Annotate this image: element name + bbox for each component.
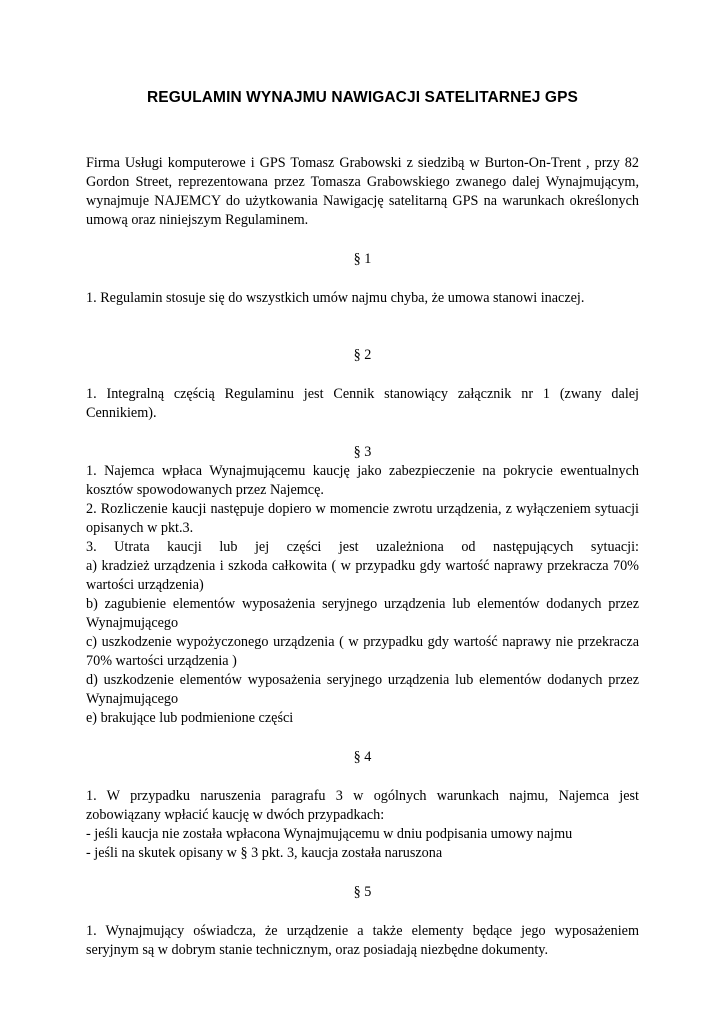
section-3-point-2: 2. Rozliczenie kaucji następuje dopiero w momencie zwrotu urządzenia, z wyłączeniem sytuacji opisanych w pkt.3. [86, 501, 639, 536]
section-3-heading: § 3 [353, 444, 372, 460]
section-3-item-c: c) uszkodzenie wypożyczonego urządzenia ( w przypadku gdy wartość naprawy nie przekracza 70% wartości urządzenia ) [86, 634, 639, 669]
section-3-item-e: e) brakujące lub podmienione części [86, 710, 294, 726]
document-title: REGULAMIN WYNAJMU NAWIGACJI SATELITARNEJ GPS [147, 89, 578, 106]
section-1-point-1: 1. Regulamin stosuje się do wszystkich umów najmu chyba, że umowa stanowi inaczej. [86, 290, 585, 306]
section-3-point-3: 3. Utrata kaucji lub jej części jest uzależniona od następujących sytuacji: [86, 539, 639, 555]
section-4-heading: § 4 [353, 749, 372, 765]
section-3-item-d: d) uszkodzenie elementów wyposażenia seryjnego urządzenia lub elementów dodanych przez Wynajmującego [86, 672, 639, 707]
section-4-point-1: 1. W przypadku naruszenia paragrafu 3 w ogólnych warunkach najmu, Najemca jest zobowiązany wpłacić kaucję w dwóch przypadkach: [86, 788, 639, 823]
section-5-point-1: 1. Wynajmujący oświadcza, że urządzenie a także elementy będące jego wyposażeniem seryjnym są w dobrym stanie technicznym, oraz posiadają niezbędne dokumenty. [86, 923, 639, 958]
document-body [86, 154, 639, 960]
intro-paragraph: Firma Usługi komputerowe i GPS Tomasz Grabowski z siedzibą w Burton-On-Trent , przy 82 Gordon Street, reprezentowana przez Tomasza Grabowskiego zwanego dalej Wynajmującym, wynajmuje NAJEMCY do użytkowania Nawigację satelitarną GPS na warunkach określonych umową oraz niniejszym Regulaminem. [86, 155, 639, 228]
section-3-item-a: a) kradzież urządzenia i szkoda całkowita ( w przypadku gdy wartość naprawy przekracza 70% wartości urządzenia) [86, 558, 639, 593]
section-2-point-1: 1. Integralną częścią Regulaminu jest Cennik stanowiący załącznik nr 1 (zwany dalej Cennikiem). [86, 386, 639, 421]
section-3-item-b: b) zagubienie elementów wyposażenia seryjnego urządzenia lub elementów dodanych przez Wynajmującego [86, 596, 639, 631]
section-1-heading: § 1 [353, 251, 372, 267]
section-4-dash-1: - jeśli kaucja nie została wpłacona Wynajmującemu w dniu podpisania umowy najmu [86, 826, 573, 842]
section-3-point-1: 1. Najemca wpłaca Wynajmującemu kaucję jako zabezpieczenie na pokrycie ewentualnych kosztów spowodowanych przez Najemcę. [86, 463, 639, 498]
section-5-heading: § 5 [353, 884, 372, 900]
section-2-heading: § 2 [353, 347, 372, 363]
section-4-dash-2: - jeśli na skutek opisany w § 3 pkt. 3, kaucja została naruszona [86, 845, 443, 861]
